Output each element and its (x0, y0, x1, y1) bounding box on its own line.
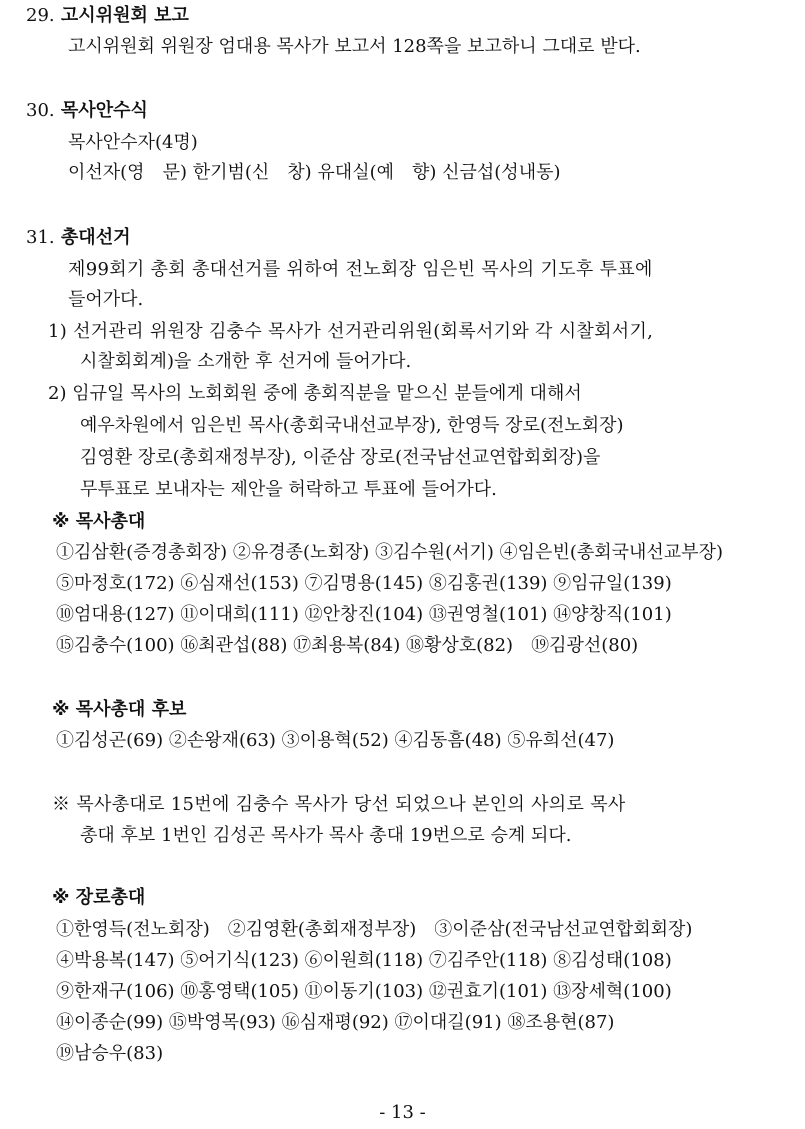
pastor-delegates-row-1: ①김삼환(증경총회장) ②유경종(노회장) ③김수원(서기) ④임은빈(총회국내선교부장) (56, 542, 723, 563)
section-31-item-2-line-3: 김영환 장로(총회재정부장), 이준삼 장로(전국남선교연합회회장)을 (80, 447, 601, 468)
section-30-title: 목사안수식 (60, 100, 148, 121)
succession-note-line-1: ※ 목사총대로 15번에 김충수 목사가 당선 되었으나 본인의 사의로 목사 (52, 794, 626, 815)
section-29-title: 고시위원회 보고 (60, 5, 189, 26)
section-31-intro-2: 들어가다. (68, 289, 144, 310)
section-31-item-1-line-2: 시찰회회계)을 소개한 후 선거에 들어가다. (80, 351, 412, 372)
pastor-delegates-row-4: ⑮김충수(100) ⑯최관섭(88) ⑰최용복(84) ⑱황상호(82) ⑲김광선(80) (56, 635, 639, 656)
elder-delegates-row-2: ④박용복(147) ⑤어기식(123) ⑥이원희(118) ⑦김주안(118) ⑧김성태(108) (56, 950, 672, 971)
section-31-title: 총대선거 (60, 227, 131, 248)
elder-delegates-row-3: ⑨한재구(106) ⑩홍영택(105) ⑪이동기(103) ⑫권효기(101) ⑬장세혁(100) (56, 981, 672, 1002)
elder-delegates-heading: ※ 장로총대 (52, 887, 146, 908)
section-31-item-1-line-1: 1) 선거관리 위원장 김충수 목사가 선거관리위원(회록서기와 각 시찰회서기, (48, 321, 654, 342)
section-31-number: 31. (26, 227, 55, 248)
elder-delegates-row-4: ⑭이종순(99) ⑮박영목(93) ⑯심재평(92) ⑰이대길(91) ⑱조용현(87) (56, 1012, 615, 1033)
elder-delegates-row-1: ①한영득(전노회장) ②김영환(총회재정부장) ③이준삼(전국남선교연합회회장) (56, 919, 693, 940)
pastor-candidates-row: ①김성곤(69) ②손왕재(63) ③이용혁(52) ④김동흠(48) ⑤유희선(47) (56, 730, 615, 751)
section-31-item-2-line-2: 예우차원에서 임은빈 목사(총회국내선교부장), 한영득 장로(전노회장) (80, 415, 624, 436)
section-30-number: 30. (26, 100, 55, 121)
pastor-delegates-row-3: ⑩엄대용(127) ⑪이대희(111) ⑫안창진(104) ⑬권영철(101) ⑭양창직(101) (56, 604, 672, 625)
elder-delegates-row-5: ⑲남승우(83) (56, 1043, 164, 1064)
section-30-line-1: 목사안수자(4명) (68, 132, 198, 153)
section-30-line-2: 이선자(영 문) 한기범(신 창) 유대실(예 향) 신금섭(성내동) (68, 162, 561, 183)
section-31-item-2-line-4: 무투표로 보내자는 제안을 허락하고 투표에 들어가다. (80, 479, 497, 500)
section-29-number: 29. (26, 5, 55, 26)
pastor-candidates-heading: ※ 목사총대 후보 (52, 699, 187, 720)
page-number: - 13 - (379, 1102, 426, 1123)
section-31-item-2-line-1: 2) 임규일 목사의 노회회원 중에 총회직분을 맡으신 분들에게 대해서 (48, 383, 582, 404)
succession-note-line-2: 총대 후보 1번인 김성곤 목사가 목사 총대 19번으로 승계 되다. (80, 825, 572, 846)
pastor-delegates-heading: ※ 목사총대 (52, 511, 146, 532)
section-29-heading (26, 4, 189, 28)
section-31-heading (26, 226, 130, 250)
section-30-heading (26, 99, 148, 123)
section-29-body: 고시위원회 위원장 엄대용 목사가 보고서 128쪽을 보고하니 그대로 받다. (68, 36, 641, 57)
pastor-delegates-row-2: ⑤마정호(172) ⑥심재선(153) ⑦김명용(145) ⑧김홍권(139) ⑨임규일(139) (56, 573, 672, 594)
section-31-intro-1: 제99회기 총회 총대선거를 위하여 전노회장 임은빈 목사의 기도후 투표에 (68, 259, 653, 280)
